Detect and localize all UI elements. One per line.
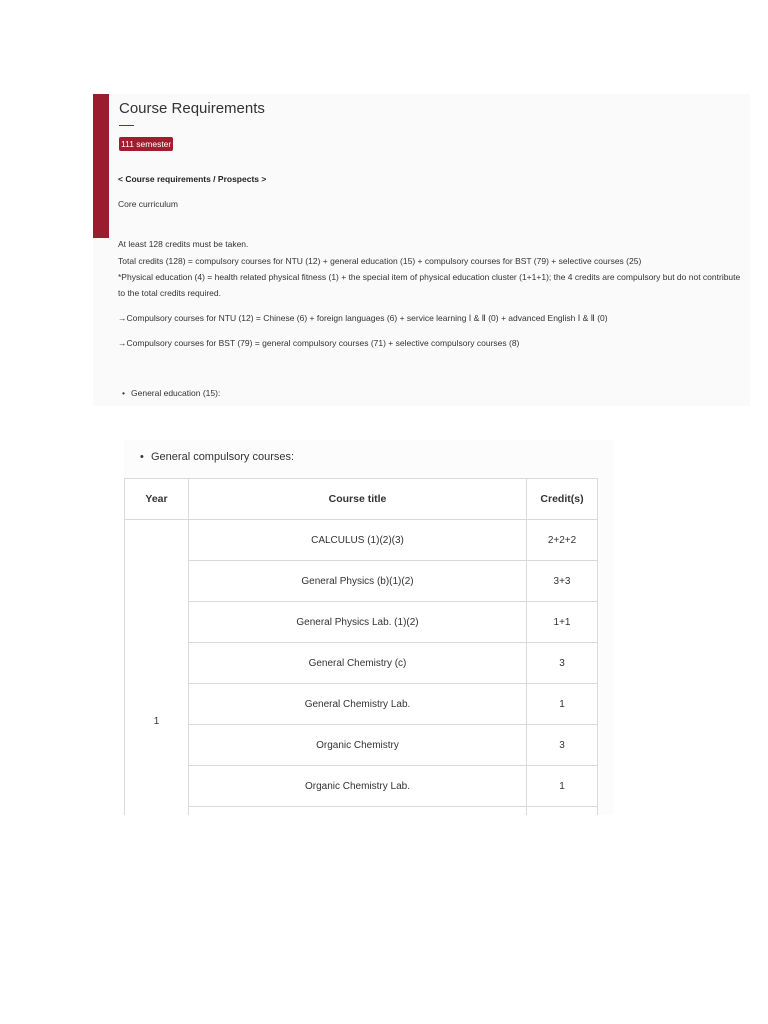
course-title-cell: CALCULUS (1)(2)(3) [189, 520, 527, 561]
credits-cell: 1 [527, 684, 598, 725]
course-table-body [125, 520, 598, 816]
course-table [124, 478, 598, 815]
credits-cell: 2+2+2 [527, 520, 598, 561]
total-credits-text: Total credits (128) = compulsory courses for NTU (12) + general education (15) + compulsory courses for BST (79) + selective courses (25) [118, 256, 642, 266]
core-curriculum-label: Core curriculum [118, 199, 178, 209]
course-title-cell: General Physics (b)(1)(2) [189, 561, 527, 602]
credits-cell: 1 [527, 766, 598, 807]
course-requirements-panel [93, 94, 750, 406]
course-title-cell: Organic Chemistry Lab. [189, 766, 527, 807]
credits-cell: 3 [527, 643, 598, 684]
general-compulsory-label: General compulsory courses: [151, 451, 295, 463]
section-heading: < Course requirements / Prospects > [118, 174, 267, 184]
physical-education-note: *Physical education (4) = health related physical fitness (1) + the special item of physical education cluster (1+1+1); the 4 credits are compulsory but do not contribute to the total credits required. [118, 272, 741, 298]
general-compulsory-section [124, 440, 614, 815]
table-header-row [125, 479, 598, 520]
course-title-cell: General Chemistry (c) [189, 643, 527, 684]
column-header-title: Course title [189, 479, 527, 520]
table-viewport [124, 440, 614, 815]
credits-cell: 1+1 [527, 602, 598, 643]
general-education-item [122, 388, 221, 398]
year-cell: 1 [125, 520, 189, 816]
min-credits-text: At least 128 credits must be taken. [118, 239, 249, 249]
column-header-year: Year [125, 479, 189, 520]
course-title-cell: General Physics Lab. (1)(2) [189, 602, 527, 643]
table-row [125, 643, 598, 684]
title-underline [119, 125, 134, 126]
table-row [125, 561, 598, 602]
table-row [125, 725, 598, 766]
bullet-icon: • [122, 388, 125, 398]
table-row [125, 766, 598, 807]
accent-bar [93, 94, 109, 238]
bst-compulsory-text: →Compulsory courses for BST (79) = general compulsory courses (71) + selective compulsory courses (8) [118, 338, 520, 348]
bullet-icon: • [140, 451, 144, 463]
credits-cell: 3+3 [527, 561, 598, 602]
general-compulsory-item [140, 451, 295, 463]
course-title-cell [189, 807, 527, 816]
table-row [125, 520, 598, 561]
table-row [125, 602, 598, 643]
general-education-label: General education (15): [131, 388, 221, 398]
ntu-compulsory-text: →Compulsory courses for NTU (12) = Chinese (6) + foreign languages (6) + service learning Ⅰ & Ⅱ (0) + advanced English Ⅰ & Ⅱ (0) [118, 313, 608, 323]
course-title-cell: Organic Chemistry [189, 725, 527, 766]
table-row [125, 807, 598, 816]
table-row [125, 684, 598, 725]
semester-badge[interactable]: 111 semester [121, 139, 172, 149]
course-title-cell: General Chemistry Lab. [189, 684, 527, 725]
column-header-credits: Credit(s) [527, 479, 598, 520]
credits-cell: 3 [527, 725, 598, 766]
credits-cell [527, 807, 598, 816]
page-title: Course Requirements [119, 100, 265, 117]
